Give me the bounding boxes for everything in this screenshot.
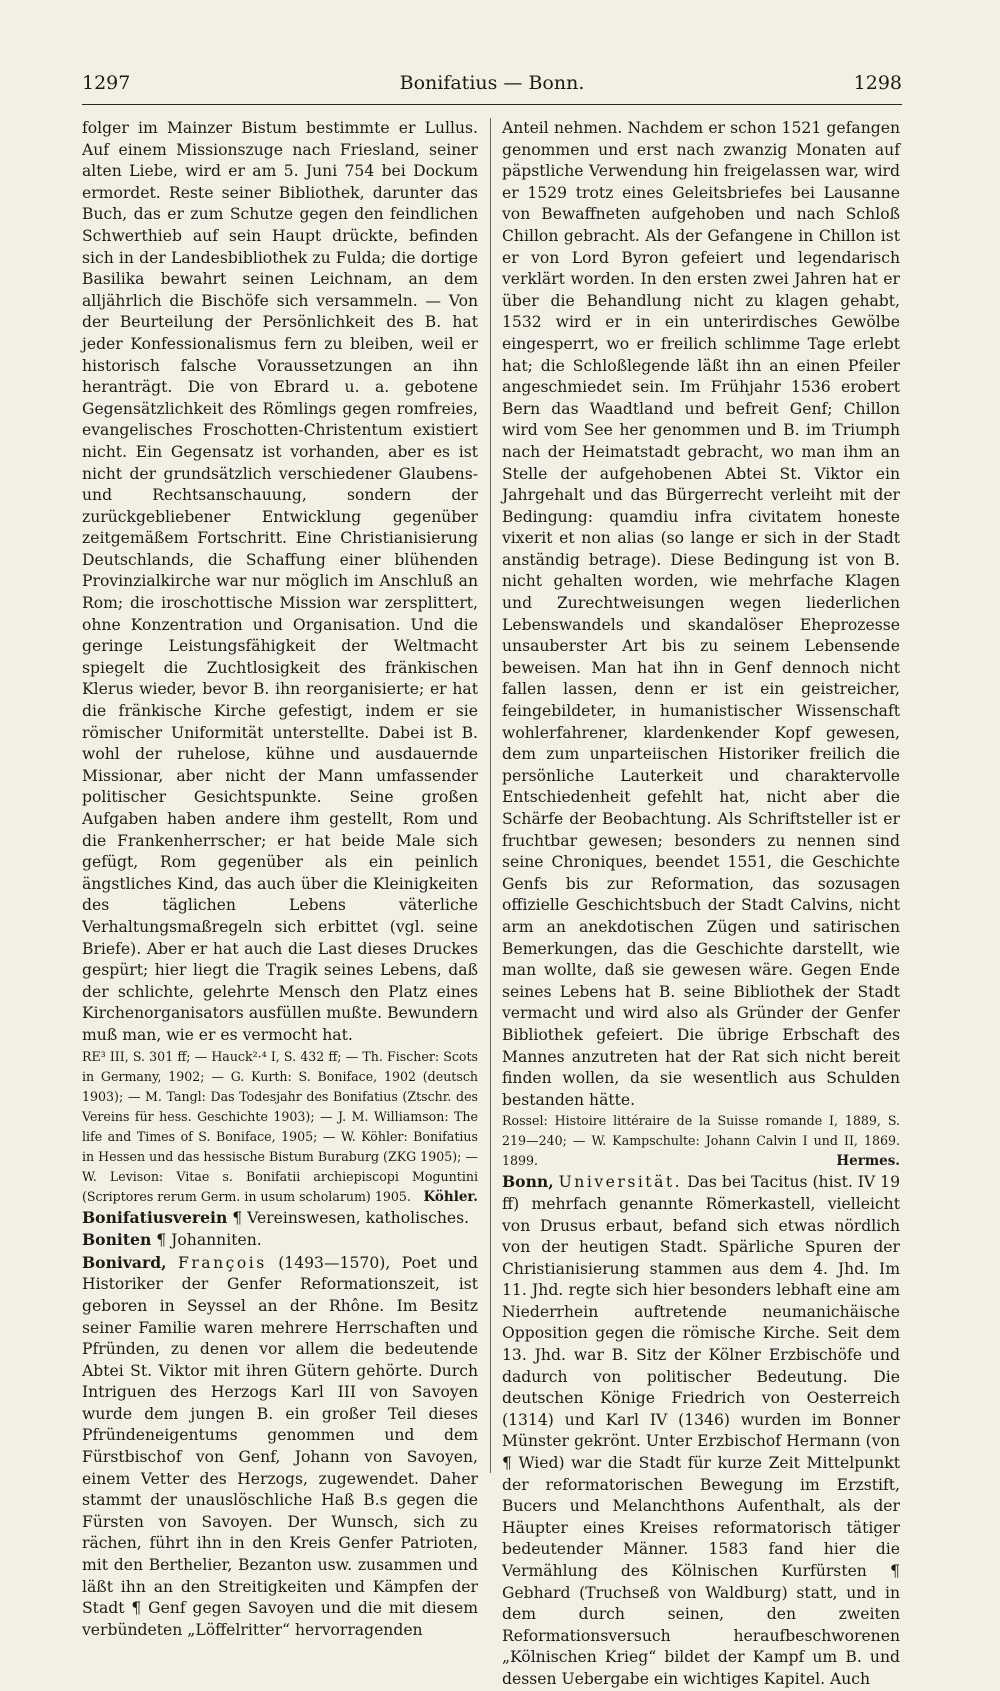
entry-crossref: ¶ Vereinswesen, katholisches. <box>232 1208 470 1227</box>
entry-lemma: Boniten <box>82 1230 152 1250</box>
left-column <box>82 118 478 1639</box>
left-column-number: 1297 <box>82 72 131 94</box>
right-column <box>502 118 900 1688</box>
entry-subtitle: Universität. <box>558 1173 683 1192</box>
column-divider <box>490 118 491 1473</box>
running-header <box>82 66 902 100</box>
entry-bonifatiusverein <box>82 1207 478 1230</box>
bonifatius-continuation: folger im Mainzer Bistum bestimmte er Lullus. Auf einem Missionszuge nach Friesland, seiner alten Liebe, wird er am 5. Juni 754 bei Dockum ermordet. Reste seiner Bibliothek, darunter das Buch, das er zum Schutze gegen den feindlichen Schwerthieb auf sein Haupt drückte, befinden sich in der Landesbibliothek zu Fulda; die dortige Basilika bewahrt seinen Leichnam, an dem alljährlich die Bischöfe sich versammeln. — Von der Beurteilung der Persönlichkeit des B. hat jeder Konfessionalismus fern zu bleiben, weil er historisch falsche Voraussetzungen an ihn heranträgt. Die von Ebrard u. a. gebotene Gegensätzlichkeit des Römlings gegen romfreies, evangelisches Froschotten-Christentum existiert nicht. Ein Gegensatz ist vorhanden, aber es ist nicht der grundsätzlich verschiedener Glaubens- und Rechtsanschauung, sondern der zurückgebliebener Entwicklung gegenüber zeitgemäßem Fortschritt. Eine Christianisierung Deutschlands, die Schaffung einer blühenden Provinzialkirche war nur möglich im Anschluß an Rom; die iroschottische Mission war zersplittert, ohne Konzentration und Organisation. Und die geringe Leistungsfähigkeit der Weltmacht spiegelt die Zuchtlosigkeit des fränkischen Klerus wieder, bevor B. ihn reorganisierte; er hat die fränkische Kirche gefestigt, indem er sie römischer Uniformität unterstellte. Dabei ist B. wohl der ruhelose, kühne und ausdauernde Missionar, aber nicht der Mann umfassender politischer Gesichtspunkte. Seine großen Aufgaben haben andere ihm gestellt, Rom und die Frankenherrscher; er hat beide Male sich gefügt, Rom gegenüber als ein peinlich ängstliches Kind, das auch über die Kleinigkeiten des täglichen Lebens väterliche Verhaltungsmaßregeln sich erbittet (vgl. seine Briefe). Aber er hat auch die Last dieses Druckes gespürt; hier liegt die Tragik seines Lebens, daß der schlichte, gelehrte Mensch den Platz eines Kirchenorganisators ausfüllen mußte. Bewundern muß man, wie er es vermocht hat. <box>82 119 478 1044</box>
entry-lemma: Bonn, <box>502 1172 554 1192</box>
entry-crossref: ¶ Johanniten. <box>156 1231 262 1250</box>
article-author: Hermes. <box>836 1153 900 1170</box>
entry-body: (1493—1570), Poet und Historiker der Genfer Reformationszeit, ist geboren in Seyssel an der Rhône. Im Besitz seiner Familie waren mehrere Herrschaften und Pfründen, zu denen vor allem die bedeutende Abtei St. Viktor mit ihren Gütern gehörte. Durch Intriguen des Herzogs Karl III von Savoyen wurde dem jungen B. ein großer Teil dieses Pfründeneigentums genommen und dem Fürstbischof von Genf, Johann von Savoyen, einem Vetter des Herzogs, zugewendet. Daher stammt der unauslöschliche Haß B.s gegen die Fürsten von Savoyen. Der Wunsch, sich zu rächen, führt ihn in den Kreis Genfer Patrioten, mit den Berthelier, Bezanton usw. zusammen und läßt ihn an den Streitigkeiten und Kämpfen der Stadt ¶ Genf gegen Savoyen und die mit diesem verbündeten „Löffelritter“ hervorragenden <box>82 1253 478 1639</box>
bonifatius-references <box>82 1047 478 1207</box>
entry-firstname: François <box>178 1253 267 1272</box>
entry-body: Das bei Tacitus (hist. IV 19 ff) mehrfach genannte Römerkastell, vielleicht von Drusus erbaut, befand sich etwas nördlich von der heutigen Stadt. Spärliche Spuren der Christianisierung stammen aus dem 4. Jhd. Im 11. Jhd. regte sich hier besonders lebhaft eine am Niederrhein auftretende neumanichäische Opposition gegen die römische Kirche. Seit dem 13. Jhd. war B. Sitz der Kölner Erzbischöfe und dadurch von politischer Bedeutung. Die deutschen Könige Friedrich von Oesterreich (1314) und Karl IV (1346) wurden im Bonner Münster gekrönt. Unter Erzbischof Hermann (von ¶ Wied) war die Stadt für kurze Zeit Mittelpunkt der reformatorischen Bewegung im Erzstift, Bucers und Melanchthons Aufenthalt, als der Häupter eines Kreises reformatorisch tätiger bedeutender Männer. 1583 fand hier die Vermählung des Kölnischen Kurfürsten ¶ Gebhard (Truchseß von Waldburg) statt, und in dem durch seinen, den zweiten Reformationsversuch heraufbeschworenen „Kölnischen Krieg“ bildet der Kampf um B. und dessen Uebergabe ein wichtiges Kapitel. Auch <box>502 1173 900 1688</box>
bonivard-references <box>502 1111 900 1171</box>
bonivard-continuation: Anteil nehmen. Nachdem er schon 1521 gefangen genommen und erst nach zwanzig Monaten auf päpstliche Verwendung hin freigelassen war, wird er 1529 trotz eines Geleitsbriefes bei Lausanne von Bewaffneten aufgehoben und nach Schloß Chillon gebracht. Als der Gefangene in Chillon ist er von Lord Byron gefeiert und legendarisch verklärt worden. In den ersten zwei Jahren hat er über die Behandlung nicht zu klagen gehabt, 1532 wird er in ein unterirdisches Gewölbe eingesperrt, wo er freilich schlimme Tage erlebt hat; die Schloßlegende läßt ihn an einen Pfeiler angeschmiedet sein. Im Frühjahr 1536 erobert Bern das Waadtland und befreit Genf; Chillon wird vom See her genommen und B. im Triumph nach der Heimatstadt gebracht, wo man ihm an Stelle der aufgehobenen Abtei St. Viktor ein Jahrgehalt und das Bürgerrecht verleiht mit der Bedingung: quamdiu infra civitatem honeste vixerit et non alias (so lange er sich in der Stadt anständig betrage). Diese Bedingung ist von B. nicht gehalten worden, wie mehrfache Klagen und Zurechtweisungen wegen liederlichen Lebenswandels und skandalöser Eheprozesse unsauberster Art bis zu seinem Lebensende beweisen. Man hat ihn in Genf dennoch nicht fallen lassen, denn er ist ein geistreicher, feingebildeter, in humanistischer Wissenschaft wohlerfahrener, klardenkender Kopf gewesen, dem zum unparteiischen Historiker freilich die persönliche Lauterkeit und charaktervolle Entschiedenheit gefehlt hat, nicht aber die Schärfe der Beobachtung. Als Schriftsteller ist er fruchtbar gewesen; besonders zu nennen sind seine Chroniques, beendet 1551, die Geschichte Genfs bis zur Reformation, das sozusagen offizielle Geschichtsbuch der Stadt Calvins, nicht arm an anekdotischen Zügen und satirischen Bemerkungen, das die Geschichte darstellt, wie man wollte, daß sie gewesen wäre. Gegen Ende seines Lebens hat B. seine Bibliothek der Stadt vermacht und wird also als Gründer der Genfer Bibliothek gefeiert. Die übrige Erbschaft des Mannes anzutreten hat der Rat sich nicht bereit finden wollen, da sie wesentlich aus Schulden bestanden hätte. <box>502 119 900 1109</box>
entry-lemma: Bonifatiusverein <box>82 1207 228 1227</box>
article-author: Köhler. <box>423 1188 478 1205</box>
header-rule <box>82 104 902 105</box>
entry-bonn <box>502 1171 900 1690</box>
entry-boniten <box>82 1229 478 1252</box>
right-column-number: 1298 <box>853 72 902 94</box>
references-text: Rossel: Histoire littéraire de la Suisse romande I, 1889, S. 219—240; — W. Kampschulte: Johann Calvin I und II, 1869. 1899. <box>502 1113 900 1169</box>
entry-bonivard <box>82 1252 478 1642</box>
references-text: RE³ III, S. 301 ff; — Hauck²·⁴ I, S. 432 ff; — Th. Fischer: Scots in Germany, 1902; — G. Kurth: S. Boniface, 1902 (deutsch 1903); — M. Tangl: Das Todesjahr des Bonifatius (Ztschr. des Vereins für hess. Geschichte 1903); — J. M. Williamson: The life and Times of S. Boniface, 1905; — W. Köhler: Bonifatius in Hessen und das hessische Bistum Buraburg (ZKG 1905); — W. Levison: Vitae s. Bonifatii archiepiscopi Moguntini (Scriptores rerum Germ. in usum scholarum) 1905. <box>82 1048 478 1204</box>
entry-lemma: Bonivard, <box>82 1252 167 1272</box>
running-title: Bonifatius — Bonn. <box>399 72 585 94</box>
